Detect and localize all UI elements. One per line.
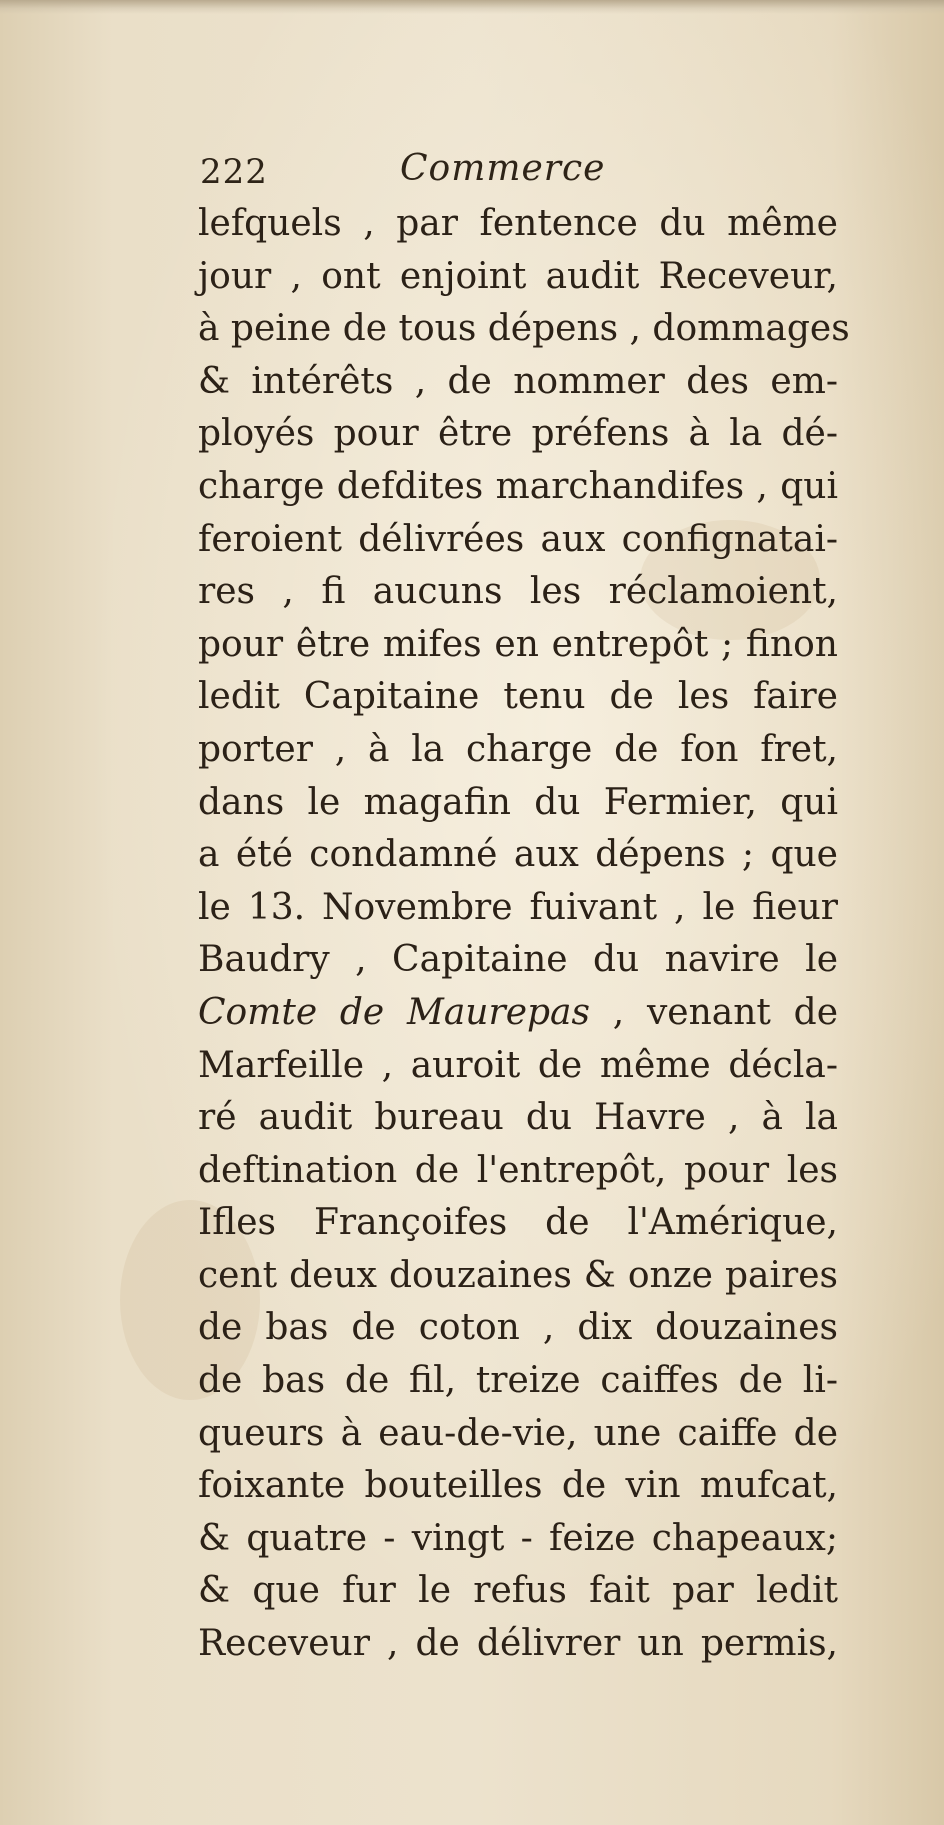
text-line: foixante bouteilles de vin mufcat, <box>198 1465 838 1507</box>
text-line: porter , à la charge de fon fret, <box>198 728 838 770</box>
text-line: de bas de fil, treize caiffes de li- <box>198 1360 838 1402</box>
text-line: Receveur , de délivrer un permis, <box>198 1623 838 1665</box>
page-top-edge <box>0 0 944 14</box>
text-line: cent deux douzaines & onze paires <box>198 1254 838 1296</box>
text-line: Baudry , Capitaine du navire le <box>198 939 838 981</box>
body-text <box>198 198 850 1671</box>
text-line: ployés pour être préfens à la dé- <box>198 413 838 455</box>
text-line: queurs à eau-de-vie, une caiffe de <box>198 1412 838 1454</box>
text-line: à peine de tous dépens , dommages <box>198 308 850 350</box>
page-number: 222 <box>200 152 268 192</box>
text-line: pour être mifes en entrepôt ; finon <box>198 623 838 665</box>
text-line: jour , ont enjoint audit Receveur, <box>198 255 838 297</box>
text-line: de bas de coton , dix douzaines <box>198 1307 838 1349</box>
text-line: deftination de l'entrepôt, pour les <box>198 1149 838 1191</box>
text-line-rest: , venant de <box>590 991 838 1033</box>
text-line: ledit Capitaine tenu de les faire <box>198 676 838 718</box>
text-line: Marfeille , auroit de même décla- <box>198 1044 838 1086</box>
text-line: & intérêts , de nommer des em- <box>198 360 838 402</box>
text-line: res , fi aucuns les réclamoient, <box>198 571 838 613</box>
text-line: & quatre - vingt - feize chapeaux; <box>198 1517 838 1559</box>
text-line-ship-name <box>198 987 838 1040</box>
text-line: & que fur le refus fait par ledit <box>198 1570 838 1612</box>
text-line: charge defdites marchandifes , qui <box>198 465 838 507</box>
text-line: dans le magafin du Fermier, qui <box>198 781 838 823</box>
text-line: a été condamné aux dépens ; que <box>198 834 838 876</box>
text-line: ré audit bureau du Havre , à la <box>198 1097 838 1139</box>
text-line: Ifles Françoifes de l'Amérique, <box>198 1202 838 1244</box>
page-header <box>200 148 760 196</box>
running-title: Commerce <box>400 148 606 189</box>
text-line: lefquels , par fentence du même <box>198 203 838 244</box>
text-line: feroient délivrées aux confignatai- <box>198 518 838 560</box>
ship-name: Comte de Maurepas <box>198 991 590 1033</box>
text-line: le 13. Novembre fuivant , le fieur <box>198 886 838 928</box>
